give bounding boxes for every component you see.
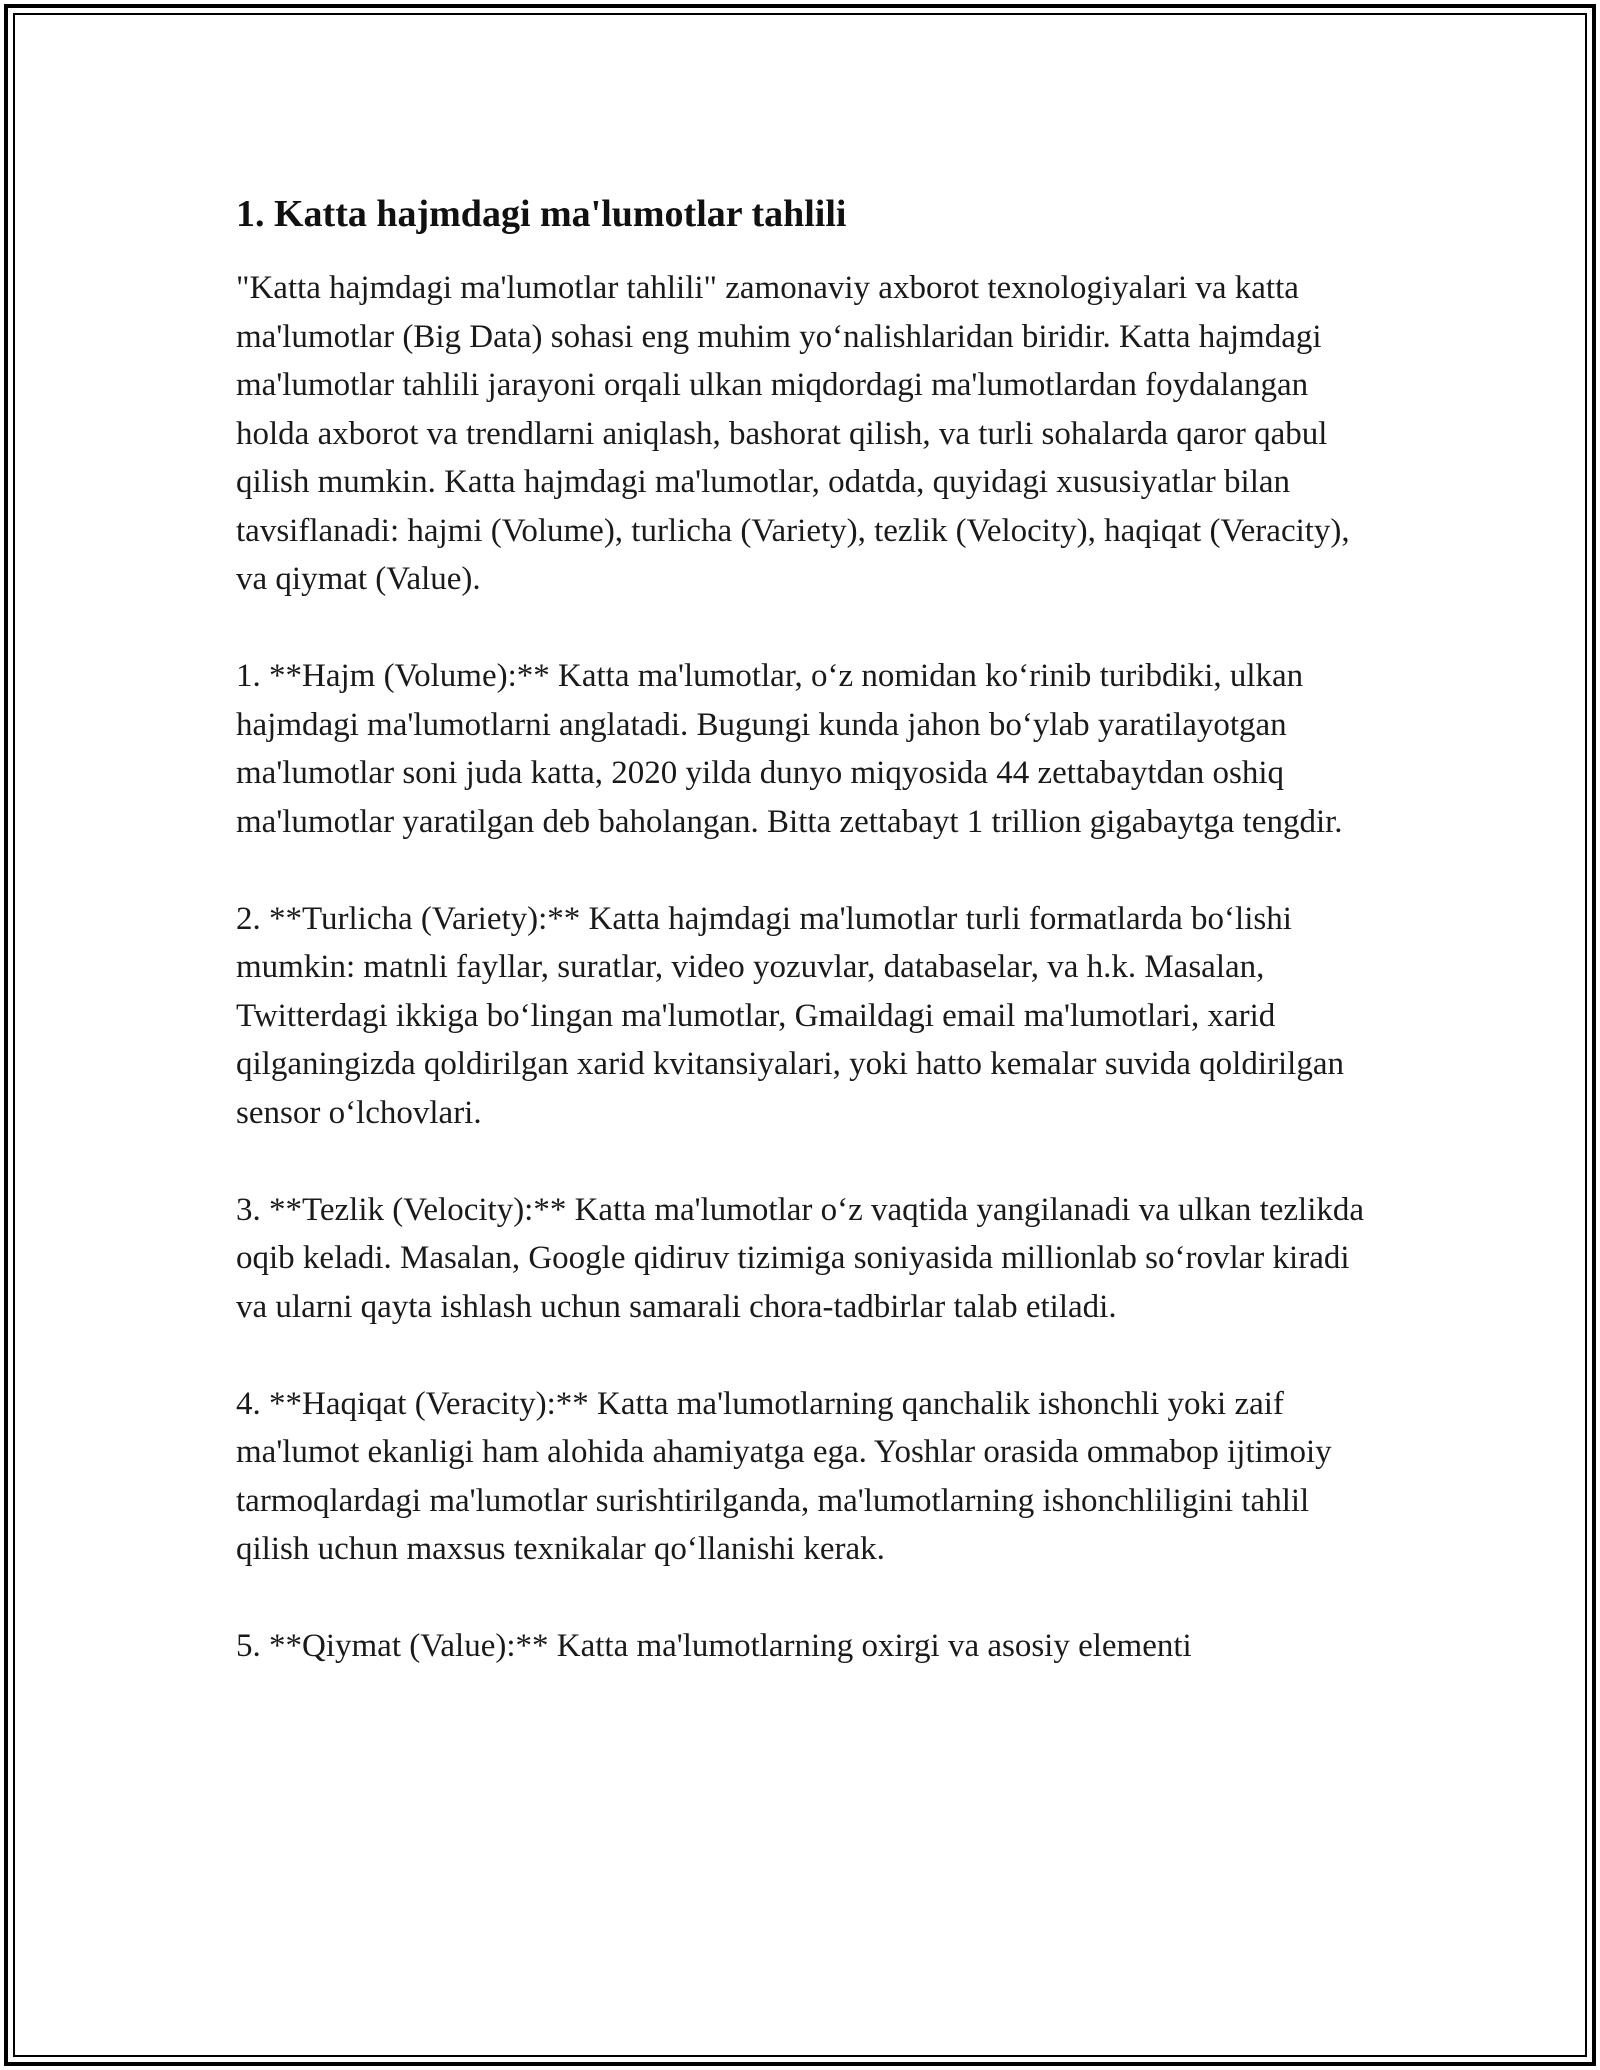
list-item-variety: 2. **Turlicha (Variety):** Katta hajmdagi ma'lumotlar turli formatlarda bo‘lishi mumkin: matnli fayllar, suratlar, video yozuvlar, databaselar, va h.k. Masalan, Twitterdagi ikkiga bo‘lingan ma'lumotlar, Gmaildagi email ma'lumotlari, xarid qilganingizda qoldirilgan xarid kvitansiyalari, yoki hatto kemalar suvida qoldirilgan sensor o‘lchovlari. xyxy=(236,900,1344,1131)
list-item-veracity: 4. **Haqiqat (Veracity):** Katta ma'lumotlarning qanchalik ishonchli yoki zaif ma'lumot ekanligi ham alohida ahamiyatga ega. Yoshlar orasida ommabop ijtimoiy tarmoqlardagi ma'lumotlar surishtirilganda, ma'lumotlarning ishonchliligini tahlil qilish uchun maxsus texnikalar qo‘llanishi kerak. xyxy=(236,1385,1332,1567)
document-body xyxy=(236,186,1376,1719)
list-item-velocity: 3. **Tezlik (Velocity):** Katta ma'lumotlar o‘z vaqtida yangilanadi va ulkan tezlikda oqib keladi. Masalan, Google qidiruv tizimiga soniyasida millionlab so‘rovlar kiradi va ularni qayta ishlash uchun samarali chora-tadbirlar talab etiladi. xyxy=(236,1191,1365,1325)
list-item-volume: 1. **Hajm (Volume):** Katta ma'lumotlar, o‘z nomidan ko‘rinib turibdiki, ulkan hajmdagi ma'lumotlarni anglatadi. Bugungi kunda jahon bo‘ylab yaratilayotgan ma'lumotlar soni juda katta, 2020 yilda dunyo miqyosida 44 zettabaytdan oshiq ma'lumotlar yaratilgan deb baholangan. Bitta zettabayt 1 trillion gigabaytga tengdir. xyxy=(236,658,1343,840)
list-item-value: 5. **Qiymat (Value):** Katta ma'lumotlarning oxirgi va asosiy elementi xyxy=(236,1628,1192,1664)
document-title: 1. Katta hajmdagi ma'lumotlar tahlili xyxy=(236,193,847,235)
intro-paragraph: "Katta hajmdagi ma'lumotlar tahlili" zamonaviy axborot texnologiyalari va katta ma'lumotlar (Big Data) sohasi eng muhim yo‘nalishlaridan biridir. Katta hajmdagi ma'lumotlar tahlili jarayoni orqali ulkan miqdordagi ma'lumotlardan foydalangan holda axborot va trendlarni aniqlash, bashorat qilish, va turli sohalarda qaror qabul qilish mumkin. Katta hajmdagi ma'lumotlar, odatda, quyidagi xususiyatlar bilan tavsiflanadi: hajmi (Volume), turlicha (Variety), tezlik (Velocity), haqiqat (Veracity), va qiymat (Value). xyxy=(236,270,1350,597)
